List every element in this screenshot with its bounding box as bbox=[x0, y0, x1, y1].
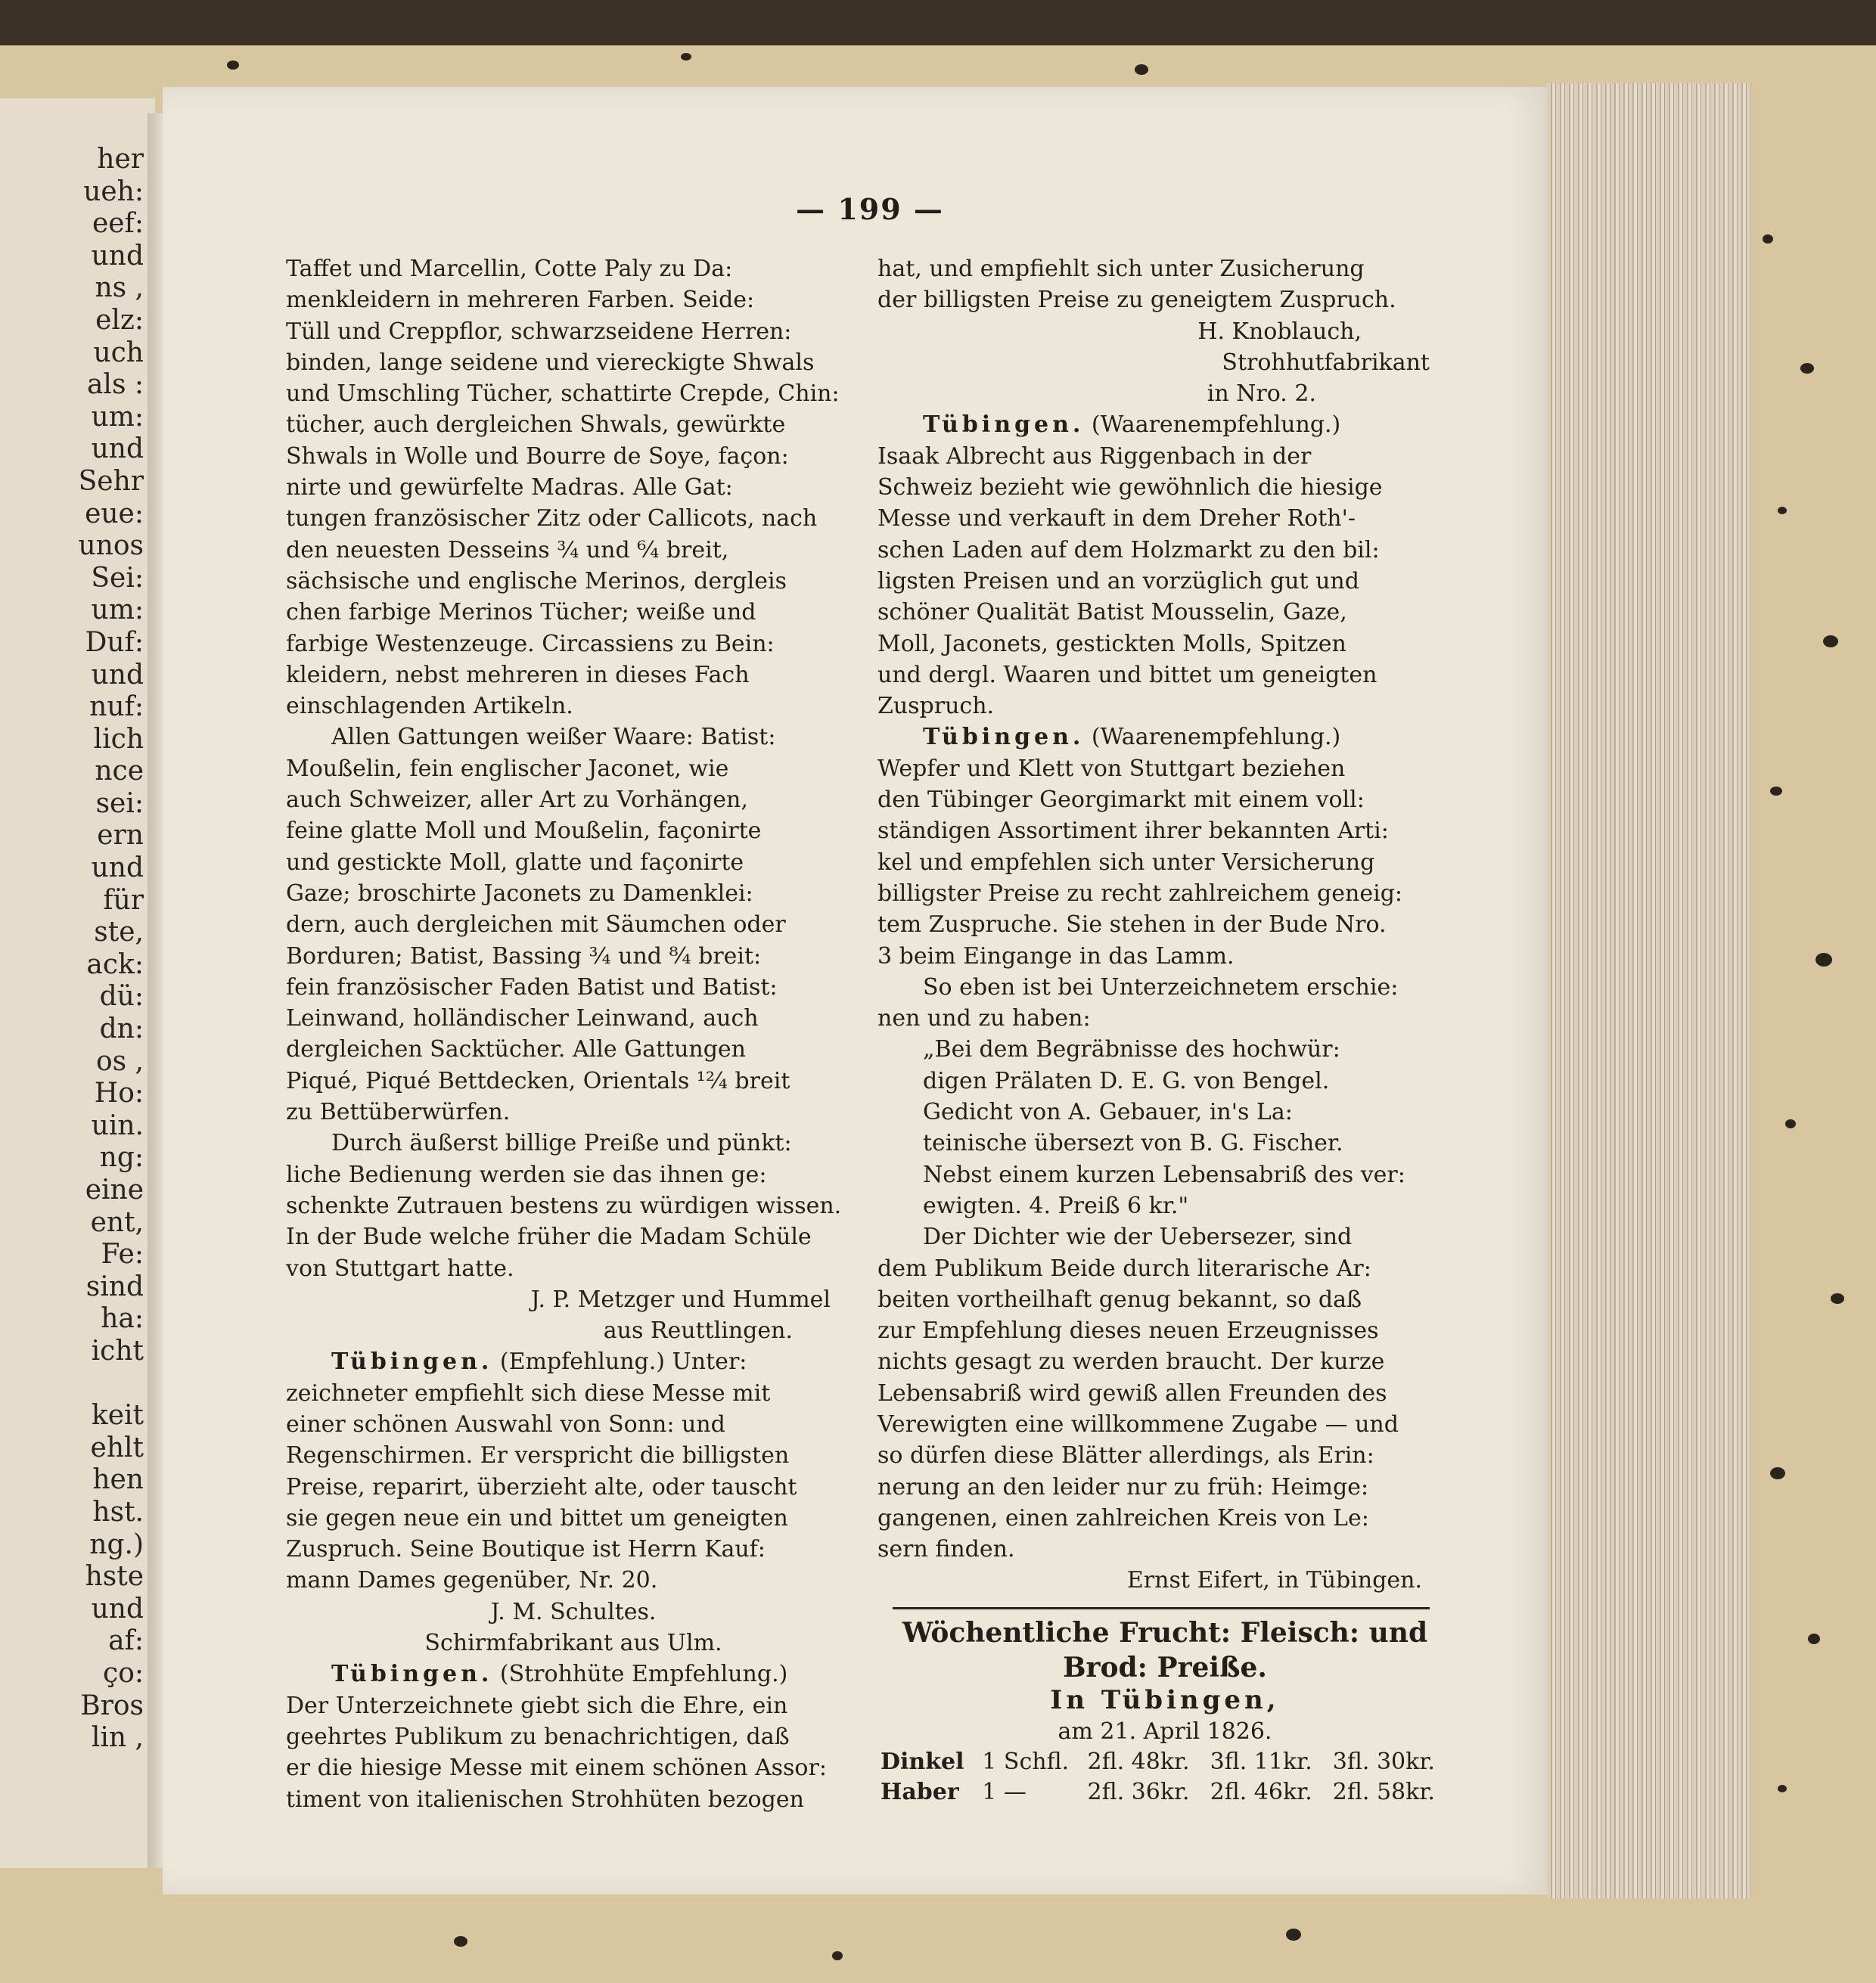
margin-fragment: ehlt bbox=[90, 1432, 144, 1463]
margin-fragment: her bbox=[97, 144, 144, 175]
advertisement-continued bbox=[877, 253, 1452, 316]
margin-fragment: nce bbox=[95, 756, 144, 787]
text-line: Preise, reparirt, überzieht alte, oder tauscht bbox=[286, 1473, 797, 1500]
cover-speckle bbox=[1763, 234, 1773, 244]
text-line: ständigen Assortiment ihrer bekannten Arti: bbox=[877, 818, 1389, 845]
left-page-edge bbox=[0, 98, 155, 1868]
text-line: schenkte Zutrauen bestens zu würdigen wissen. bbox=[286, 1192, 842, 1219]
cover-speckle bbox=[227, 61, 239, 70]
margin-fragment: dn: bbox=[99, 1013, 144, 1045]
text-line: sern finden. bbox=[877, 1536, 1015, 1563]
text-line: schöner Qualität Batist Mousselin, Gaze, bbox=[877, 599, 1347, 626]
signature-eifert: Ernst Eifert, in Tübingen. bbox=[1126, 1567, 1422, 1594]
text-line: kel und empfehlen sich unter Versicherung bbox=[877, 849, 1375, 876]
text-line: Wepfer und Klett von Stuttgart beziehen bbox=[877, 755, 1346, 782]
text-line: Shwals in Wolle und Bourre de Soye, façon: bbox=[286, 442, 789, 470]
text-line: dergleichen Sacktücher. Alle Gattungen bbox=[286, 1036, 746, 1063]
text-line: geehrtes Publikum zu benachrichtigen, daß bbox=[286, 1723, 790, 1750]
margin-fragment: lin , bbox=[91, 1722, 144, 1754]
margin-fragment: unos bbox=[78, 530, 144, 562]
margin-fragment: elz: bbox=[95, 304, 144, 336]
ad-line: (Waarenempfehlung.) bbox=[1091, 724, 1341, 751]
margin-fragment: eue: bbox=[85, 498, 144, 529]
margin-fragment: und bbox=[91, 1593, 144, 1625]
text-line: Regenschirmen. Er verspricht die billigsten bbox=[286, 1442, 790, 1469]
margin-fragment: lich bbox=[93, 723, 144, 755]
text-line: Zuspruch. bbox=[877, 693, 995, 720]
text-line: billigster Preise zu recht zahlreichem geneig: bbox=[877, 880, 1402, 907]
advertisement-publication bbox=[877, 972, 1452, 1035]
text-line: schen Laden auf dem Holzmarkt zu den bil: bbox=[877, 536, 1380, 563]
publication-description bbox=[877, 1221, 1452, 1565]
text-line: mann Dames gegenüber, Nr. 20. bbox=[286, 1567, 658, 1594]
place-name: Tübingen. bbox=[331, 1348, 493, 1376]
text-line: Piqué, Piqué Bettdecken, Orientals ¹²⁄₄ breit bbox=[286, 1067, 790, 1094]
cover-speckle bbox=[1831, 1293, 1844, 1304]
place-name: Tübingen. bbox=[923, 724, 1085, 751]
text-line: und dergl. Waaren und bittet um geneigten bbox=[877, 661, 1377, 688]
margin-fragment: Fe: bbox=[101, 1239, 144, 1271]
place-name: Tübingen. bbox=[923, 411, 1085, 439]
text-line: binden, lange seidene und viereckigte Shwals bbox=[286, 349, 815, 376]
cover-speckle bbox=[1800, 363, 1814, 374]
text-line: Borduren; Batist, Bassing ¾ und ⁸⁄₄ breit: bbox=[286, 942, 762, 970]
margin-fragment: dü: bbox=[99, 981, 144, 1013]
ad-first-line bbox=[286, 1346, 861, 1377]
margin-fragment: um: bbox=[91, 401, 144, 433]
cover-speckle bbox=[681, 53, 691, 61]
ad-first-line bbox=[877, 409, 1452, 440]
price-cell-p1: 2fl. 36kr. bbox=[1087, 1779, 1190, 1806]
advertisement-white-goods bbox=[286, 722, 861, 1128]
ad-first-line bbox=[877, 722, 1452, 753]
ad-body bbox=[286, 1378, 861, 1597]
margin-fragment: sind bbox=[85, 1271, 144, 1302]
margin-fragment: hste bbox=[85, 1561, 144, 1593]
text-line: tem Zuspruche. Sie stehen in der Bude Nro. bbox=[877, 911, 1387, 939]
margin-fragment: Bros bbox=[80, 1690, 144, 1721]
margin-fragment: für bbox=[103, 884, 144, 916]
text-line: von Stuttgart hatte. bbox=[286, 1255, 514, 1282]
text-line: dem Publikum Beide durch literarische Ar: bbox=[877, 1255, 1371, 1282]
text-line: sie gegen neue ein und bittet um geneigten bbox=[286, 1504, 788, 1531]
margin-fragment: ack: bbox=[86, 948, 144, 980]
price-cell-p2: 2fl. 46kr. bbox=[1210, 1779, 1312, 1806]
margin-fragment: um: bbox=[91, 594, 144, 626]
advertisement-umbrellas bbox=[286, 1346, 861, 1596]
section-divider bbox=[893, 1607, 1430, 1609]
signature-metzger: J. P. Metzger und Hummel bbox=[530, 1286, 831, 1313]
text-line: Isaak Albrecht aus Riggenbach in der bbox=[877, 442, 1312, 470]
margin-fragment: und bbox=[91, 852, 144, 884]
prices-date: am 21. April 1826. bbox=[1058, 1718, 1272, 1746]
margin-fragment: ha: bbox=[101, 1303, 144, 1335]
text-line: menkleidern in mehreren Farben. Seide: bbox=[286, 287, 755, 314]
text-line: und gestickte Moll, glatte und façonirte bbox=[286, 849, 744, 876]
text-line: einschlagenden Artikeln. bbox=[286, 693, 573, 720]
advertisement-wepfer-klett bbox=[877, 722, 1452, 971]
text-line: nen und zu haben: bbox=[877, 1005, 1091, 1032]
margin-fragment: os , bbox=[95, 1045, 144, 1077]
signature-schultes: J. M. Schultes. bbox=[490, 1598, 657, 1625]
price-cell-qty: 1 — bbox=[982, 1779, 1027, 1806]
page-fore-edge bbox=[1547, 83, 1751, 1898]
text-line: Leinwand, holländischer Leinwand, auch bbox=[286, 1005, 759, 1032]
advertisement-closing bbox=[286, 1128, 861, 1283]
prices-title-line2: Brod: Preiße. bbox=[1063, 1651, 1267, 1684]
price-cell-qty: 1 Schfl. bbox=[982, 1749, 1070, 1776]
cover-speckle bbox=[1770, 1467, 1785, 1479]
text-line: So eben ist bei Unterzeichnetem erschie: bbox=[923, 973, 1399, 1001]
text-line: zeichneter empfiehlt sich diese Messe mit bbox=[286, 1379, 771, 1407]
text-line: nirte und gewürfelte Madras. Alle Gat: bbox=[286, 474, 733, 501]
margin-fragment: und bbox=[91, 240, 144, 272]
text-line: der billigsten Preise zu geneigtem Zuspruch. bbox=[877, 287, 1396, 314]
margin-fragment: uin. bbox=[91, 1109, 144, 1141]
margin-fragment: ste, bbox=[94, 917, 144, 948]
text-line: und Umschling Tücher, schattirte Crepde, Chin: bbox=[286, 380, 840, 408]
text-line: Taffet und Marcellin, Cotte Paly zu Da: bbox=[286, 256, 733, 282]
text-line: Gaze; broschirte Jaconets zu Damenklei: bbox=[286, 880, 753, 907]
margin-fragment: eef: bbox=[92, 208, 144, 240]
margin-fragment: icht bbox=[91, 1335, 144, 1367]
text-line: Schweiz bezieht wie gewöhnlich die hiesige bbox=[877, 474, 1383, 501]
text-line: einer schönen Auswahl von Sonn: und bbox=[286, 1410, 725, 1438]
cover-speckle bbox=[1286, 1929, 1301, 1941]
margin-fragment: Ho: bbox=[94, 1078, 144, 1109]
text-line: ligsten Preisen und an vorzüglich gut und bbox=[877, 567, 1359, 594]
margin-fragment: eine bbox=[85, 1175, 144, 1206]
text-line: tungen französischer Zitz oder Callicots, nach bbox=[286, 505, 818, 532]
ad-body bbox=[877, 753, 1452, 972]
text-line: auch Schweizer, aller Art zu Vorhängen, bbox=[286, 787, 748, 814]
text-line: zu Bettüberwürfen. bbox=[286, 1099, 511, 1126]
text-line: nichts gesagt zu werden braucht. Der kurze bbox=[877, 1348, 1385, 1376]
text-line: gangenen, einen zahlreichen Kreis von Le: bbox=[877, 1504, 1369, 1531]
text-line: ewigten. 4. Preiß 6 kr." bbox=[923, 1192, 1189, 1219]
text-line: Der Dichter wie der Uebersezer, sind bbox=[923, 1224, 1353, 1251]
margin-fragment: keit bbox=[91, 1400, 144, 1432]
text-line: timent von italienischen Strohhüten bezogen bbox=[286, 1786, 804, 1813]
ad-line: (Empfehlung.) Unter: bbox=[499, 1348, 747, 1376]
margin-fragment: und bbox=[91, 433, 144, 465]
place-name: Tübingen. bbox=[331, 1661, 493, 1688]
prices-city: In Tübingen, bbox=[1050, 1684, 1280, 1715]
margin-fragment: sei: bbox=[95, 787, 144, 819]
cover-speckle bbox=[1778, 1785, 1787, 1792]
cover-speckle bbox=[1808, 1634, 1820, 1644]
cover-speckle bbox=[1778, 507, 1787, 514]
text-line: Moußelin, fein englischer Jaconet, wie bbox=[286, 755, 729, 782]
text-line: Durch äußerst billige Preiße und pünkt: bbox=[331, 1130, 792, 1157]
publication-title-quote bbox=[877, 1034, 1452, 1221]
text-line: den neuesten Desseins ¾ und ⁶⁄₄ breit, bbox=[286, 536, 729, 563]
text-line: so dürfen diese Blätter allerdings, als Erin: bbox=[877, 1442, 1374, 1469]
text-line: Gedicht von A. Gebauer, in's La: bbox=[923, 1099, 1293, 1126]
text-line: sächsische und englische Merinos, dergleis bbox=[286, 567, 787, 594]
price-cell-p3: 2fl. 58kr. bbox=[1332, 1779, 1435, 1806]
text-line: beiten vortheilhaft genug bekannt, so daß bbox=[877, 1286, 1362, 1313]
signature-knoblauch-title: Strohhutfabrikant bbox=[1222, 349, 1430, 376]
margin-fragment: als : bbox=[86, 369, 144, 401]
margin-fragment: uch bbox=[93, 337, 144, 368]
margin-fragment: ns , bbox=[95, 272, 144, 304]
signature-schultes-title: Schirmfabrikant aus Ulm. bbox=[424, 1630, 722, 1657]
text-line: Nebst einem kurzen Lebensabriß des ver: bbox=[923, 1161, 1405, 1188]
text-line: Tüll und Creppflor, schwarzseidene Herren: bbox=[286, 318, 792, 345]
text-line: liche Bedienung werden sie das ihnen ge: bbox=[286, 1161, 767, 1188]
text-line: digen Prälaten D. E. G. von Bengel. bbox=[923, 1067, 1330, 1094]
price-row bbox=[877, 1777, 1452, 1808]
ad-line: (Strohhüte Empfehlung.) bbox=[499, 1661, 788, 1688]
margin-fragment: Sehr bbox=[78, 465, 144, 497]
ad-body bbox=[877, 441, 1452, 722]
cover-speckle bbox=[454, 1936, 467, 1947]
prices-title: Wöchentliche Frucht: Fleisch: und bbox=[902, 1616, 1428, 1649]
price-table bbox=[877, 1747, 1452, 1808]
ad-line: (Waarenempfehlung.) bbox=[1091, 411, 1341, 439]
text-line: In der Bude welche früher die Madam Schüle bbox=[286, 1224, 812, 1251]
left-page-margin-text bbox=[0, 144, 144, 1755]
text-line: Messe und verkauft in dem Dreher Roth'- bbox=[877, 505, 1356, 532]
cover-speckle bbox=[1770, 787, 1782, 796]
margin-fragment: ng: bbox=[99, 1142, 144, 1174]
margin-fragment: ent, bbox=[90, 1206, 144, 1238]
margin-fragment: ueh: bbox=[83, 175, 144, 207]
margin-fragment: ço: bbox=[103, 1657, 144, 1689]
cover-speckle bbox=[1135, 64, 1148, 75]
margin-fragment: hst. bbox=[92, 1496, 144, 1528]
text-line: tücher, auch dergleichen Shwals, gewürkte bbox=[286, 411, 786, 439]
advertisement-straw-hats bbox=[286, 1659, 861, 1814]
signature-metzger-place: aus Reuttlingen. bbox=[603, 1317, 793, 1345]
text-line: farbige Westenzeuge. Circassiens zu Bein: bbox=[286, 630, 775, 657]
text-line: 3 beim Eingange in das Lamm. bbox=[877, 942, 1235, 970]
right-column bbox=[877, 253, 1452, 1808]
price-row bbox=[877, 1747, 1452, 1777]
cover-speckle bbox=[1785, 1119, 1796, 1128]
margin-fragment: Sei: bbox=[91, 562, 144, 594]
cover-speckle bbox=[1815, 953, 1832, 967]
text-line: fein französischer Faden Batist und Batist: bbox=[286, 973, 778, 1001]
text-line: dern, auch dergleichen mit Säumchen oder bbox=[286, 911, 786, 939]
advertisement-silk-goods bbox=[286, 253, 861, 722]
text-line: Der Unterzeichnete giebt sich die Ehre, ein bbox=[286, 1692, 788, 1719]
signature-knoblauch: H. Knoblauch, bbox=[1197, 318, 1362, 345]
margin-fragment: hen bbox=[92, 1464, 144, 1496]
text-line: Lebensabriß wird gewiß allen Freunden des bbox=[877, 1379, 1387, 1407]
text-line: er die hiesige Messe mit einem schönen Assor: bbox=[286, 1755, 827, 1782]
left-column bbox=[286, 253, 861, 1815]
margin-fragment bbox=[0, 1368, 144, 1401]
ad-body bbox=[286, 1690, 861, 1815]
price-cell-grain: Dinkel bbox=[881, 1749, 964, 1776]
margin-fragment: af: bbox=[108, 1625, 144, 1657]
margin-fragment: nuf: bbox=[89, 691, 144, 723]
text-line: Verewigten eine willkommene Zugabe — und bbox=[877, 1410, 1399, 1438]
margin-fragment: und bbox=[91, 659, 144, 690]
price-cell-p3: 3fl. 30kr. bbox=[1332, 1749, 1435, 1776]
text-line: kleidern, nebst mehreren in dieses Fach bbox=[286, 661, 750, 688]
signature-knoblauch-address: in Nro. 2. bbox=[1207, 380, 1316, 408]
text-line: teinische übersezt von B. G. Fischer. bbox=[923, 1130, 1343, 1157]
cover-speckle bbox=[1823, 635, 1838, 647]
margin-fragment: ern bbox=[97, 820, 144, 852]
text-line: chen farbige Merinos Tücher; weiße und bbox=[286, 599, 756, 626]
text-line: den Tübinger Georgimarkt mit einem voll: bbox=[877, 787, 1365, 814]
price-cell-grain: Haber bbox=[881, 1779, 959, 1806]
text-line: feine glatte Moll und Moußelin, façonirte bbox=[286, 818, 762, 845]
text-line: Moll, Jaconets, gestickten Molls, Spitzen bbox=[877, 630, 1346, 657]
text-line: „Bei dem Begräbnisse des hochwür: bbox=[923, 1036, 1340, 1063]
margin-fragment: Duf: bbox=[85, 626, 144, 658]
text-line: Allen Gattungen weißer Waare: Batist: bbox=[331, 724, 776, 751]
price-cell-p2: 3fl. 11kr. bbox=[1210, 1749, 1312, 1776]
text-line: nerung an den leider nur zu früh: Heimge: bbox=[877, 1473, 1369, 1500]
margin-fragment: ng.) bbox=[89, 1528, 144, 1560]
text-line: hat, und empfiehlt sich unter Zusicherung bbox=[877, 256, 1365, 282]
text-line: Zuspruch. Seine Boutique ist Herrn Kauf: bbox=[286, 1536, 766, 1563]
page-number: — 199 — bbox=[796, 192, 944, 226]
advertisement-albrecht bbox=[877, 409, 1452, 722]
cover-speckle bbox=[832, 1951, 843, 1960]
text-line: zur Empfehlung dieses neuen Erzeugnisses bbox=[877, 1317, 1379, 1345]
ad-first-line bbox=[286, 1659, 861, 1690]
price-cell-p1: 2fl. 48kr. bbox=[1087, 1749, 1190, 1776]
